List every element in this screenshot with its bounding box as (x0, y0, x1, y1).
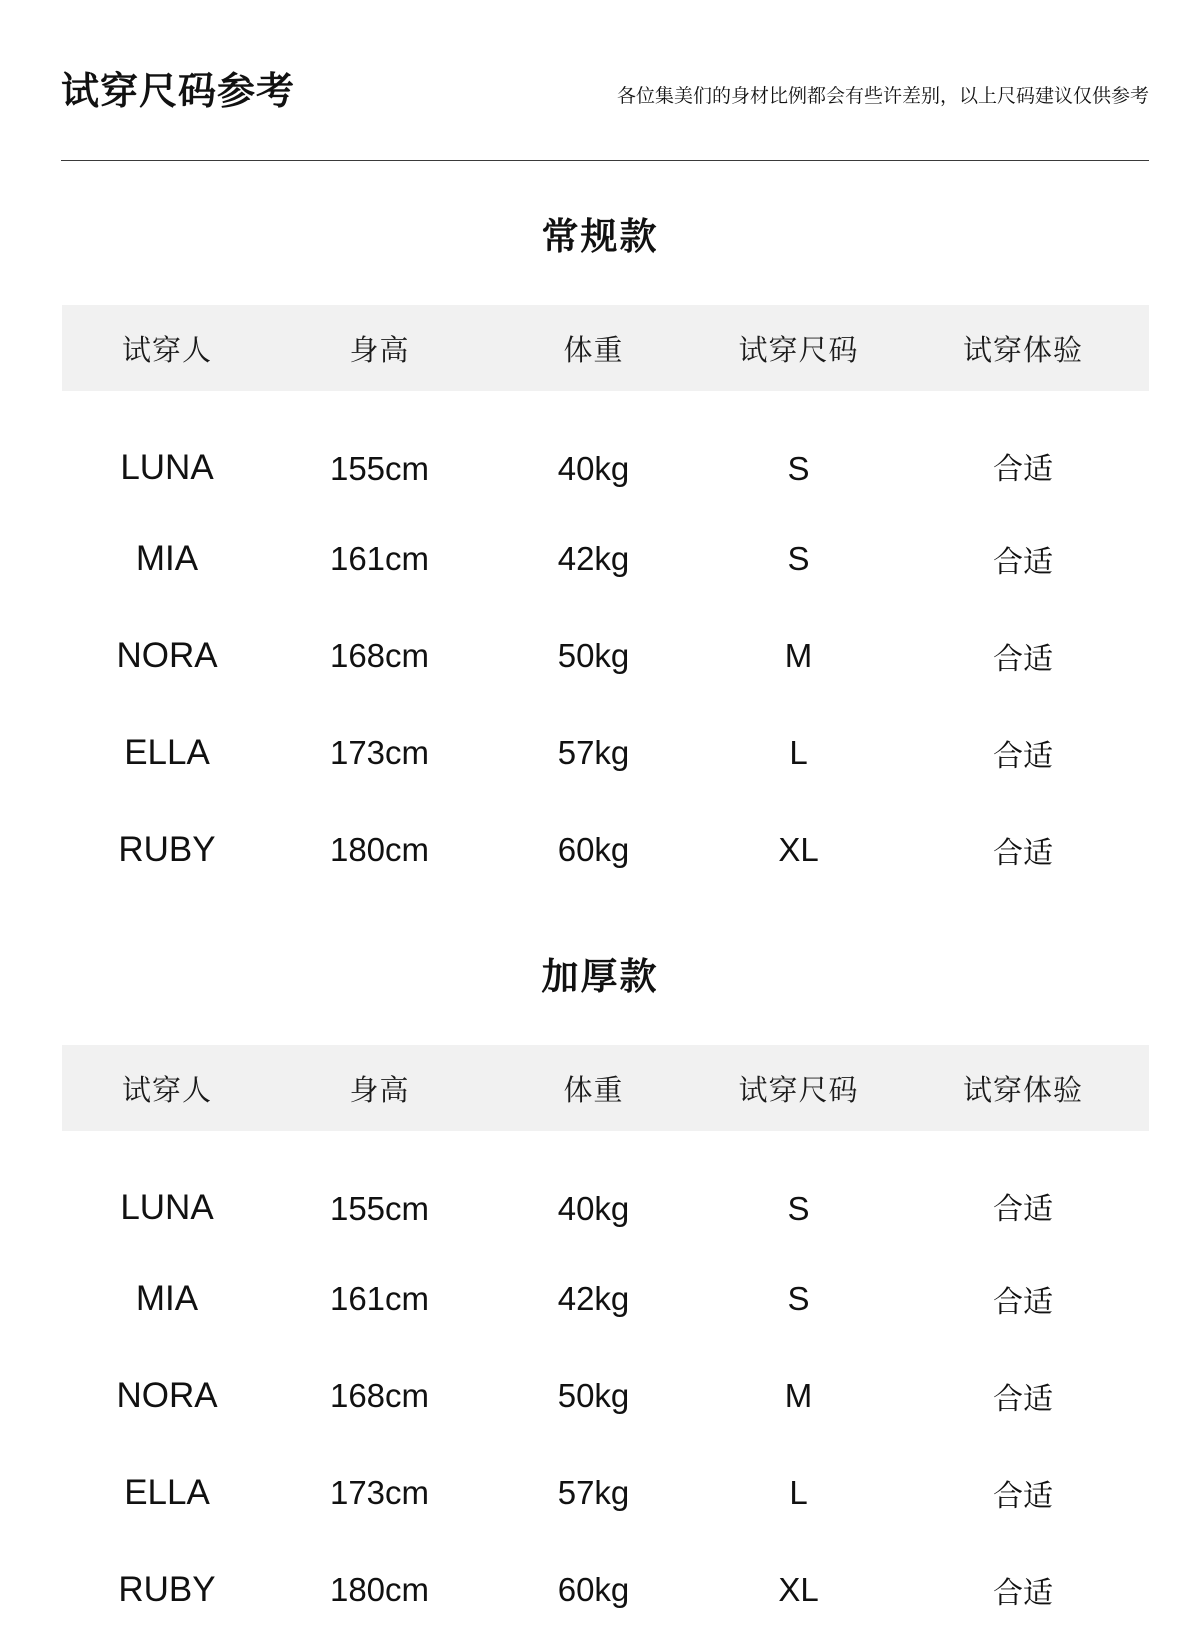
cell-size: S (787, 1279, 810, 1317)
table-row (62, 1541, 1149, 1638)
section-title-regular: 常规款 (541, 215, 659, 258)
cell-fit: 合适 (993, 835, 1053, 871)
column-header-tester: 试穿人 (62, 305, 272, 391)
column-header-size: 试穿尺码 (700, 1045, 897, 1131)
size-table-thick (62, 1045, 1149, 1638)
cell-height: 173cm (329, 1473, 430, 1511)
column-header-height: 身高 (272, 305, 487, 391)
cell-tester: ELLA (124, 1472, 210, 1512)
cell-weight: 50kg (557, 1376, 630, 1414)
table-header-row (62, 1045, 1149, 1131)
cell-size: S (787, 539, 810, 577)
cell-tester: MIA (135, 1278, 199, 1318)
cell-weight: 42kg (557, 539, 630, 577)
cell-height: 155cm (329, 450, 430, 487)
table-row (62, 1250, 1149, 1347)
cell-fit: 合适 (993, 738, 1053, 774)
page-header (61, 60, 1149, 122)
cell-size: L (789, 1473, 808, 1511)
cell-fit: 合适 (993, 641, 1053, 677)
cell-tester: RUBY (118, 1569, 216, 1609)
cell-weight: 57kg (557, 1473, 630, 1511)
table-header-row (62, 305, 1149, 391)
cell-fit: 合适 (993, 1575, 1053, 1611)
cell-tester: LUNA (120, 448, 214, 487)
section-title-thick: 加厚款 (541, 955, 659, 998)
cell-size: L (789, 733, 808, 771)
table-row (62, 510, 1149, 607)
cell-fit: 合适 (993, 452, 1053, 487)
cell-tester: RUBY (118, 829, 216, 869)
table-row (62, 1444, 1149, 1541)
cell-height: 168cm (329, 1376, 430, 1414)
cell-height: 180cm (329, 830, 430, 868)
cell-fit: 合适 (993, 1192, 1053, 1227)
cell-fit: 合适 (993, 1478, 1053, 1514)
cell-fit: 合适 (993, 1284, 1053, 1320)
cell-size: S (787, 450, 810, 487)
column-header-fit: 试穿体验 (897, 1045, 1149, 1131)
cell-fit: 合适 (993, 1381, 1053, 1417)
cell-weight: 40kg (557, 450, 630, 487)
cell-tester: NORA (116, 1375, 218, 1415)
size-table-regular (62, 305, 1149, 898)
cell-size: XL (778, 830, 819, 868)
cell-tester: LUNA (120, 1188, 214, 1227)
column-header-weight: 体重 (487, 305, 700, 391)
table-row (62, 1347, 1149, 1444)
column-header-height: 身高 (272, 1045, 487, 1131)
cell-height: 173cm (329, 733, 430, 771)
cell-weight: 50kg (557, 636, 630, 674)
page-title: 试穿尺码参考 (61, 69, 296, 113)
table-row (62, 801, 1149, 898)
column-header-size: 试穿尺码 (700, 305, 897, 391)
column-header-weight: 体重 (487, 1045, 700, 1131)
cell-size: S (787, 1190, 810, 1227)
cell-tester: NORA (116, 635, 218, 675)
cell-weight: 40kg (557, 1190, 630, 1227)
cell-weight: 57kg (557, 733, 630, 771)
header-divider (61, 160, 1149, 161)
cell-tester: ELLA (124, 732, 210, 772)
cell-fit: 合适 (993, 544, 1053, 580)
cell-height: 161cm (329, 539, 430, 577)
cell-size: M (784, 636, 813, 674)
table-row (62, 704, 1149, 801)
column-header-tester: 试穿人 (62, 1045, 272, 1131)
cell-height: 161cm (329, 1279, 430, 1317)
cell-weight: 60kg (557, 830, 630, 868)
cell-weight: 42kg (557, 1279, 630, 1317)
table-row (62, 391, 1149, 510)
cell-size: XL (778, 1570, 819, 1608)
disclaimer-note: 各位集美们的身材比例都会有些许差别，以上尺码建议仅供参考 (616, 85, 1149, 107)
cell-height: 168cm (329, 636, 430, 674)
table-row (62, 607, 1149, 704)
cell-height: 155cm (329, 1190, 430, 1227)
column-header-fit: 试穿体验 (897, 305, 1149, 391)
cell-height: 180cm (329, 1570, 430, 1608)
table-row (62, 1131, 1149, 1250)
cell-tester: MIA (135, 538, 199, 578)
cell-size: M (784, 1376, 813, 1414)
cell-weight: 60kg (557, 1570, 630, 1608)
